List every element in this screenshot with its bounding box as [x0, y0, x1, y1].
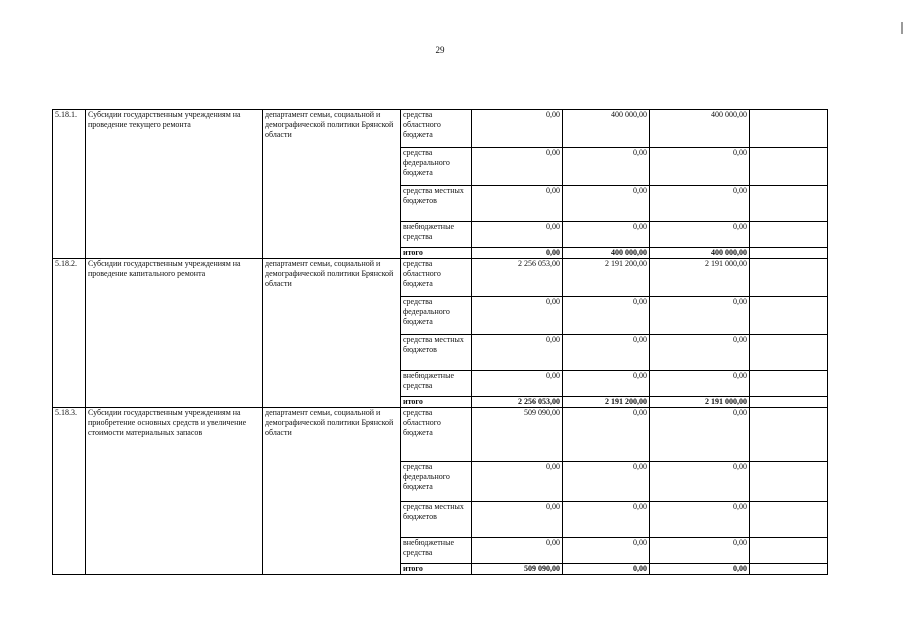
table-row: [53, 110, 828, 148]
funding-source-label: средства местных бюджетов: [401, 335, 472, 371]
amount-cell-1: 509 090,00: [472, 408, 563, 462]
amount-cell-1: 0,00: [472, 538, 563, 564]
funding-source-label: средства областного бюджета: [401, 259, 472, 297]
amount-cell-1: 0,00: [472, 335, 563, 371]
page-number: 29: [435, 45, 445, 55]
amount-cell-2: 400 000,00: [563, 110, 650, 148]
amount-cell-3: 0,00: [650, 186, 750, 222]
amount-cell-1: 0,00: [472, 148, 563, 186]
amount-cell-2: 0,00: [563, 538, 650, 564]
row-executor: департамент семьи, социальной и демографической политики Брянской области: [263, 408, 401, 575]
amount-cell-3: 0,00: [650, 502, 750, 538]
amount-cell-1: 0,00: [472, 110, 563, 148]
amount-cell-2: 0,00: [563, 371, 650, 397]
amount-cell-1: 0,00: [472, 186, 563, 222]
empty-cell: [750, 335, 828, 371]
amount-cell-3: 400 000,00: [650, 110, 750, 148]
total-amount-3: 400 000,00: [650, 248, 750, 259]
total-amount-3: 2 191 000,00: [650, 397, 750, 408]
empty-cell: [750, 502, 828, 538]
empty-cell: [750, 297, 828, 335]
amount-cell-2: 2 191 200,00: [563, 259, 650, 297]
funding-source-label: средства местных бюджетов: [401, 502, 472, 538]
total-amount-2: 0,00: [563, 564, 650, 575]
total-label: итого: [401, 564, 472, 575]
empty-cell: [750, 538, 828, 564]
amount-cell-2: 0,00: [563, 335, 650, 371]
total-amount-3: 0,00: [650, 564, 750, 575]
empty-cell: [750, 148, 828, 186]
row-code: 5.18.3.: [53, 408, 86, 575]
amount-cell-3: 0,00: [650, 335, 750, 371]
total-label: итого: [401, 248, 472, 259]
amount-cell-1: 0,00: [472, 371, 563, 397]
funding-source-label: средства федерального бюджета: [401, 462, 472, 502]
amount-cell-2: 0,00: [563, 222, 650, 248]
amount-cell-3: 0,00: [650, 222, 750, 248]
empty-cell: [750, 248, 828, 259]
empty-cell: [750, 371, 828, 397]
amount-cell-2: 0,00: [563, 297, 650, 335]
funding-source-label: средства федерального бюджета: [401, 297, 472, 335]
row-executor: департамент семьи, социальной и демографической политики Брянской области: [263, 110, 401, 259]
row-name: Субсидии государственным учреждениям на приобретение основных средств и увеличение стоимости материальных запасов: [86, 408, 263, 575]
amount-cell-3: 0,00: [650, 462, 750, 502]
amount-cell-1: 0,00: [472, 222, 563, 248]
empty-cell: [750, 110, 828, 148]
funding-source-label: внебюджетные средства: [401, 371, 472, 397]
amount-cell-3: 0,00: [650, 408, 750, 462]
empty-cell: [750, 564, 828, 575]
empty-cell: [750, 222, 828, 248]
amount-cell-1: 2 256 053,00: [472, 259, 563, 297]
funding-source-label: средства областного бюджета: [401, 110, 472, 148]
total-amount-1: 0,00: [472, 248, 563, 259]
row-code: 5.18.2.: [53, 259, 86, 408]
amount-cell-1: 0,00: [472, 502, 563, 538]
empty-cell: [750, 259, 828, 297]
amount-cell-1: 0,00: [472, 462, 563, 502]
total-amount-1: 509 090,00: [472, 564, 563, 575]
total-amount-2: 400 000,00: [563, 248, 650, 259]
row-executor: департамент семьи, социальной и демографической политики Брянской области: [263, 259, 401, 408]
total-amount-1: 2 256 053,00: [472, 397, 563, 408]
amount-cell-2: 0,00: [563, 148, 650, 186]
amount-cell-3: 2 191 000,00: [650, 259, 750, 297]
amount-cell-1: 0,00: [472, 297, 563, 335]
amount-cell-2: 0,00: [563, 408, 650, 462]
table-row: [53, 259, 828, 297]
row-name: Субсидии государственным учреждениям на проведение текущего ремонта: [86, 110, 263, 259]
funding-source-label: средства федерального бюджета: [401, 148, 472, 186]
empty-cell: [750, 408, 828, 462]
funding-source-label: средства местных бюджетов: [401, 186, 472, 222]
amount-cell-2: 0,00: [563, 186, 650, 222]
amount-cell-3: 0,00: [650, 148, 750, 186]
empty-cell: [750, 462, 828, 502]
funding-source-label: внебюджетные средства: [401, 538, 472, 564]
amount-cell-3: 0,00: [650, 538, 750, 564]
funding-source-label: внебюджетные средства: [401, 222, 472, 248]
table-row: [53, 408, 828, 462]
amount-cell-3: 0,00: [650, 371, 750, 397]
empty-cell: [750, 397, 828, 408]
amount-cell-2: 0,00: [563, 502, 650, 538]
scan-edge-mark: [901, 22, 903, 34]
total-amount-2: 2 191 200,00: [563, 397, 650, 408]
amount-cell-2: 0,00: [563, 462, 650, 502]
row-code: 5.18.1.: [53, 110, 86, 259]
empty-cell: [750, 186, 828, 222]
budget-table: [52, 109, 828, 575]
total-label: итого: [401, 397, 472, 408]
funding-source-label: средства областного бюджета: [401, 408, 472, 462]
amount-cell-3: 0,00: [650, 297, 750, 335]
row-name: Субсидии государственным учреждениям на проведение капитального ремонта: [86, 259, 263, 408]
